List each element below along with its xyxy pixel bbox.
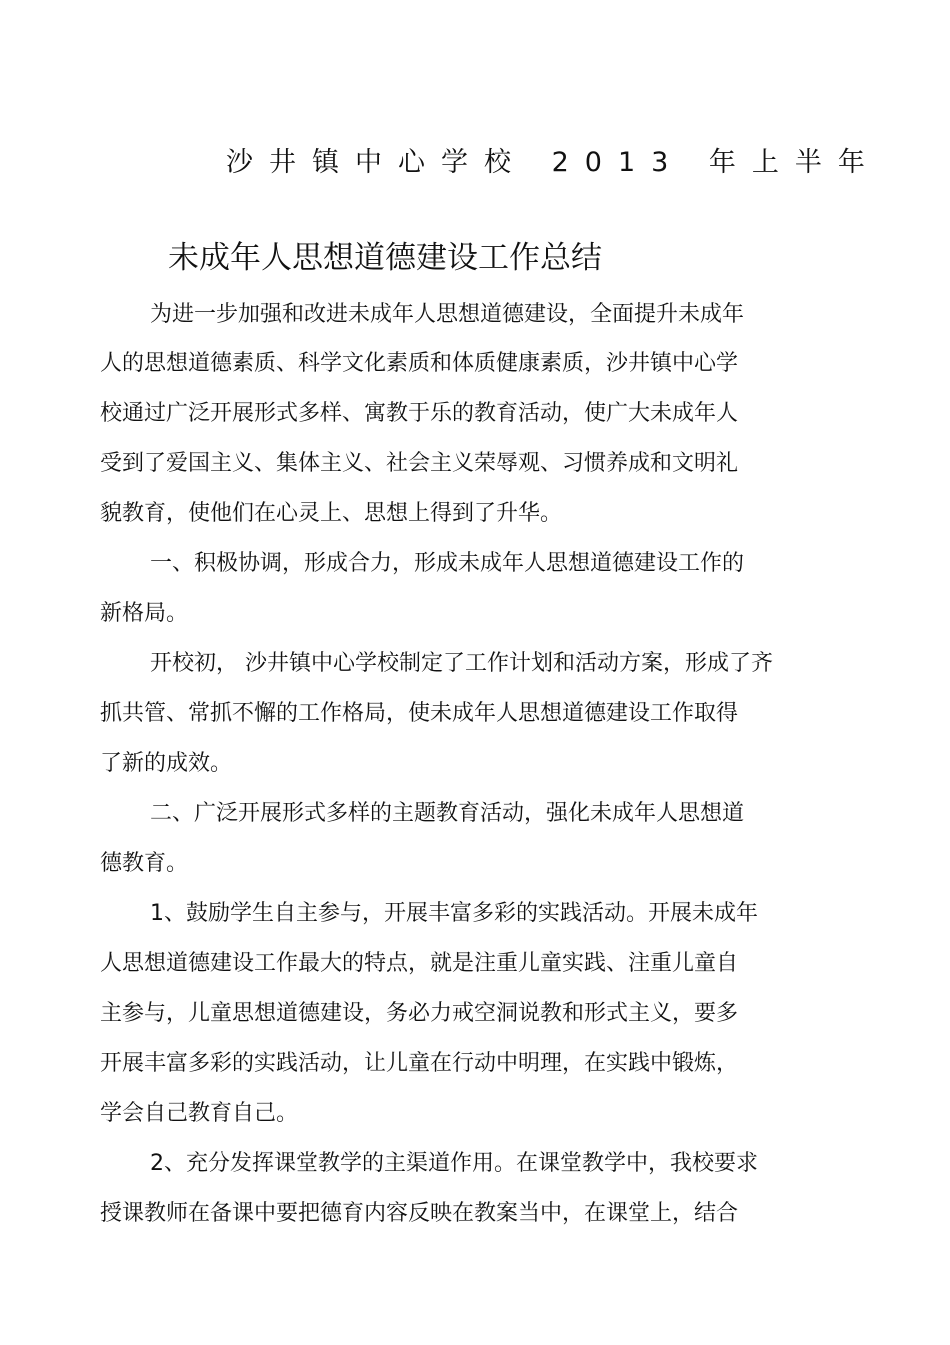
paragraph-line: 人思想道德建设工作最大的特点，就是注重儿童实践、注重儿童自: [100, 951, 739, 976]
section-heading-line: 二、广泛开展形式多样的主题教育活动，强化未成年人思想道: [150, 801, 745, 826]
paragraph-line: 受到了爱国主义、集体主义、社会主义荣辱观、习惯养成和文明礼: [100, 451, 739, 476]
paragraph-line: 开展丰富多彩的实践活动，让儿童在行动中明理，在实践中锻炼，: [100, 1051, 739, 1076]
paragraph-line: 1、鼓励学生自主参与，开展丰富多彩的实践活动。开展未成年: [150, 901, 758, 926]
document-title-line-2: 未成年人思想道德建设工作总结: [168, 240, 602, 276]
section-heading-line: 德教育。: [100, 851, 189, 876]
paragraph-line: 貌教育，使他们在心灵上、思想上得到了升华。: [100, 501, 563, 526]
paragraph-line: 2、充分发挥课堂教学的主渠道作用。在课堂教学中，我校要求: [150, 1151, 758, 1176]
paragraph-line: 开校初， 沙井镇中心学校制定了工作计划和活动方案，形成了齐: [150, 651, 773, 676]
section-heading-line: 一、积极协调，形成合力，形成未成年人思想道德建设工作的: [150, 551, 745, 576]
paragraph-line: 为进一步加强和改进未成年人思想道德建设，全面提升未成年: [150, 302, 745, 327]
paragraph-line: 授课教师在备课中要把德育内容反映在教案当中，在课堂上，结合: [100, 1201, 739, 1226]
paragraph-line: 抓共管、常抓不懈的工作格局，使未成年人思想道德建设工作取得: [100, 701, 739, 726]
paragraph-line: 了新的成效。: [100, 751, 233, 776]
paragraph-line: 学会自己教育自己。: [100, 1101, 299, 1126]
paragraph-line: 主参与，儿童思想道德建设，务必力戒空洞说教和形式主义，要多: [100, 1001, 739, 1026]
paragraph-line: 校通过广泛开展形式多样、寓教于乐的教育活动，使广大未成年人: [100, 401, 739, 426]
document-title-line-1: 沙井镇中心学校 2013 年上半年: [226, 147, 881, 178]
paragraph-line: 人的思想道德素质、科学文化素质和体质健康素质，沙井镇中心学: [100, 351, 739, 376]
section-heading-line: 新格局。: [100, 601, 189, 626]
